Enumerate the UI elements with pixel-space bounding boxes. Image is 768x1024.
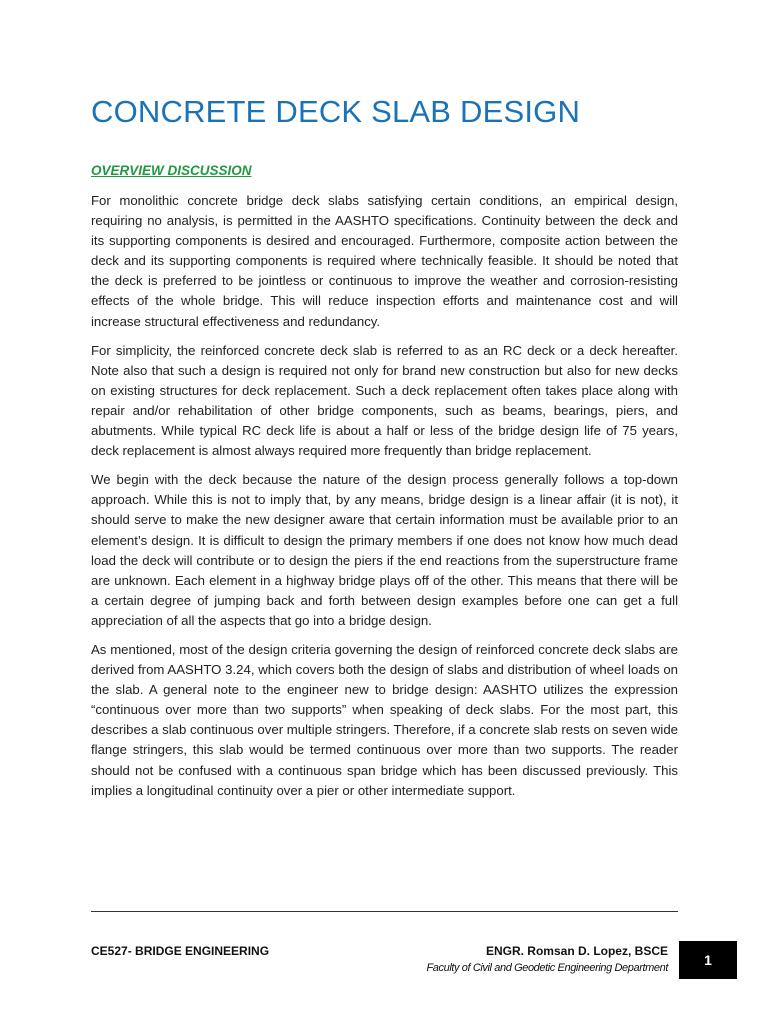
body-text bbox=[91, 191, 678, 810]
paragraph: For simplicity, the reinforced concrete deck slab is referred to as an RC deck or a deck hereafter. Note also that such a design is required not only for brand new construction but also for new decks on existing structures for deck replacement. Such a deck replacement often takes place along with repair and/or rehabilitation of other bridge components, such as beams, bearings, piers, and abutments. While typical RC deck life is about a half or less of the bridge design life of 75 years, deck replacement is almost always required more frequently than bridge replacement. bbox=[91, 342, 678, 459]
footer-credits bbox=[426, 944, 668, 974]
document-title: CONCRETE DECK SLAB DESIGN bbox=[91, 94, 581, 129]
footer-divider bbox=[91, 911, 678, 912]
page-number: 1 bbox=[704, 952, 712, 968]
paragraph: As mentioned, most of the design criteria governing the design of reinforced concrete deck slabs are derived from AASHTO 3.24, which covers both the design of slabs and distribution of wheel loads on the slab. A general note to the engineer new to bridge design: AASHTO utilizes the expression “continuous over more than two supports” when speaking of deck slabs. For the most part, this describes a slab continuous over multiple stringers. Therefore, if a concrete slab rests on seven wide flange stringers, this slab would be termed continuous over more than two supports. The reader should not be confused with a continuous span bridge which has been discussed previously. This implies a longitudinal continuity over a pier or other intermediate support. bbox=[91, 641, 678, 798]
paragraph: We begin with the deck because the nature of the design process generally follows a top-down approach. While this is not to imply that, by any means, bridge design is a linear affair (it is not), it should serve to make the new designer aware that certain information must be available prior to an element’s design. It is difficult to design the primary members if one does not know how much dead load the deck will contribute or to design the piers if the end reactions from the superstructure frame are unknown. Each element in a highway bridge plays off of the other. This means that there will be a certain degree of jumping back and forth between design examples before one can get a full appreciation of all the aspects that go into a bridge design. bbox=[91, 472, 678, 628]
footer-author: ENGR. Romsan D. Lopez, BSCE bbox=[485, 944, 668, 958]
page-number-box bbox=[679, 941, 737, 979]
footer-course: CE527- BRIDGE ENGINEERING bbox=[91, 944, 270, 958]
footer-department: Faculty of Civil and Geodetic Engineering Department bbox=[426, 962, 668, 974]
paragraph: For monolithic concrete bridge deck slabs satisfying certain conditions, an empirical design, requiring no analysis, is permitted in the AASHTO specifications. Continuity between the deck and its supporting components is desired and encouraged. Furthermore, composite action between the deck and its supporting components is required where technically feasible. It should be noted that the deck is preferred to be jointless or continuous to improve the weather and corrosion-resisting effects of the whole bridge. This will reduce inspection efforts and maintenance cost and will increase structural effectiveness and redundancy. bbox=[91, 193, 678, 329]
section-heading: OVERVIEW DISCUSSION bbox=[91, 163, 252, 178]
